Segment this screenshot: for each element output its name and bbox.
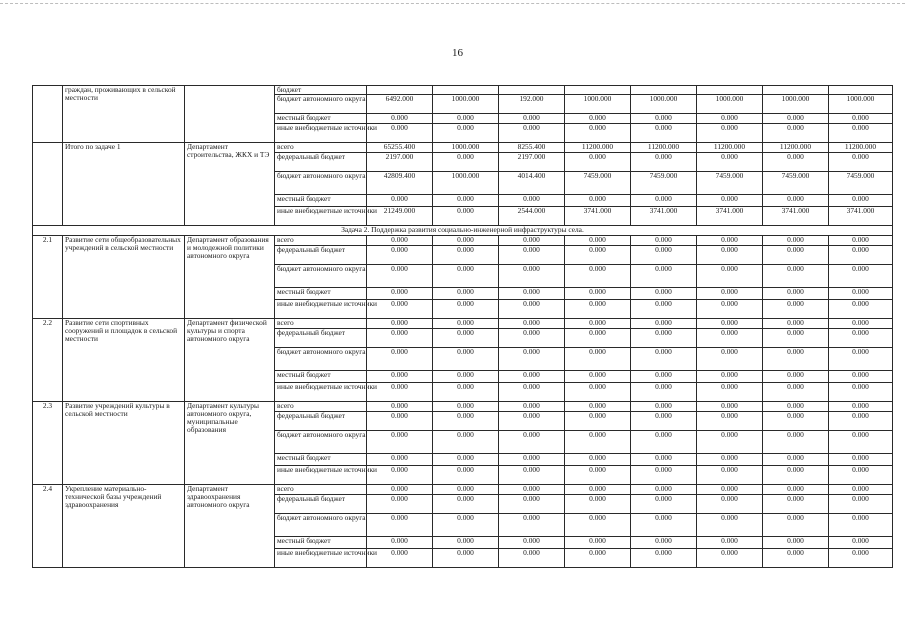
value-cell: 0.000 <box>631 430 697 453</box>
value-cell: 0.000 <box>499 287 565 299</box>
measure-name: Итого по задаче 1 <box>63 142 185 225</box>
value-cell: 0.000 <box>631 382 697 401</box>
value-cell: 7459.000 <box>697 171 763 194</box>
value-cell: 0.000 <box>631 453 697 465</box>
value-cell: 0.000 <box>763 401 829 411</box>
value-cell: 0.000 <box>499 430 565 453</box>
value-cell: 0.000 <box>631 548 697 567</box>
value-cell: 0.000 <box>565 513 631 536</box>
value-cell: 0.000 <box>367 401 433 411</box>
value-cell: 0.000 <box>631 328 697 347</box>
value-cell: 0.000 <box>499 113 565 123</box>
value-cell: 0.000 <box>499 494 565 513</box>
value-cell: 0.000 <box>433 123 499 142</box>
value-cell: 0.000 <box>631 152 697 171</box>
value-cell: 0.000 <box>565 382 631 401</box>
value-cell: 0.000 <box>367 347 433 370</box>
value-cell: 0.000 <box>763 548 829 567</box>
value-cell: 7459.000 <box>565 171 631 194</box>
value-cell: 11200.000 <box>631 142 697 152</box>
value-cell: 0.000 <box>763 299 829 318</box>
value-cell: 0.000 <box>829 287 893 299</box>
funding-source: всего <box>275 142 367 152</box>
value-cell: 0.000 <box>763 287 829 299</box>
value-cell: 0.000 <box>433 264 499 287</box>
value-cell: 0.000 <box>367 465 433 484</box>
value-cell: 0.000 <box>631 465 697 484</box>
value-cell: 0.000 <box>829 548 893 567</box>
value-cell: 65255.400 <box>367 142 433 152</box>
row-number <box>33 86 63 143</box>
value-cell: 0.000 <box>565 245 631 264</box>
value-cell: 0.000 <box>697 328 763 347</box>
value-cell: 0.000 <box>565 370 631 382</box>
value-cell: 0.000 <box>829 123 893 142</box>
funding-source: федеральный бюджет <box>275 152 367 171</box>
value-cell: 0.000 <box>367 382 433 401</box>
row-number: 2.3 <box>33 401 63 484</box>
funding-source: всего <box>275 235 367 245</box>
table-row <box>33 484 893 494</box>
value-cell: 192.000 <box>499 94 565 113</box>
value-cell: 0.000 <box>499 299 565 318</box>
value-cell: 0.000 <box>565 287 631 299</box>
funding-source: всего <box>275 318 367 328</box>
value-cell: 0.000 <box>565 123 631 142</box>
value-cell: 0.000 <box>565 536 631 548</box>
funding-source: местный бюджет <box>275 370 367 382</box>
value-cell: 0.000 <box>433 370 499 382</box>
value-cell: 0.000 <box>763 370 829 382</box>
value-cell: 0.000 <box>829 245 893 264</box>
value-cell: 0.000 <box>829 401 893 411</box>
value-cell: 0.000 <box>631 494 697 513</box>
budget-table <box>32 85 893 568</box>
value-cell: 0.000 <box>433 287 499 299</box>
value-cell: 0.000 <box>631 287 697 299</box>
value-cell: 0.000 <box>499 382 565 401</box>
value-cell: 0.000 <box>829 411 893 430</box>
value-cell: 0.000 <box>499 370 565 382</box>
value-cell: 0.000 <box>829 235 893 245</box>
table-row <box>33 401 893 411</box>
funding-source: иные внебюджетные источники <box>275 206 367 225</box>
value-cell: 0.000 <box>697 318 763 328</box>
value-cell: 0.000 <box>565 401 631 411</box>
value-cell: 0.000 <box>367 536 433 548</box>
value-cell: 0.000 <box>829 453 893 465</box>
value-cell: 0.000 <box>565 318 631 328</box>
funding-source: иные внебюджетные источники <box>275 548 367 567</box>
value-cell: 0.000 <box>499 264 565 287</box>
value-cell: 0.000 <box>697 347 763 370</box>
funding-source: местный бюджет <box>275 287 367 299</box>
value-cell: 0.000 <box>433 548 499 567</box>
value-cell: 0.000 <box>829 299 893 318</box>
value-cell: 0.000 <box>433 411 499 430</box>
executor-name: Департамент строительства, ЖКХ и ТЭ <box>185 142 275 225</box>
value-cell: 0.000 <box>499 453 565 465</box>
value-cell: 0.000 <box>367 370 433 382</box>
funding-source: иные внебюджетные источники <box>275 382 367 401</box>
value-cell: 0.000 <box>697 152 763 171</box>
funding-source: федеральный бюджет <box>275 411 367 430</box>
funding-source: иные внебюджетные источники <box>275 123 367 142</box>
value-cell: 0.000 <box>763 494 829 513</box>
value-cell: 3741.000 <box>829 206 893 225</box>
value-cell: 0.000 <box>763 411 829 430</box>
value-cell: 0.000 <box>499 245 565 264</box>
executor-name: Департамент физической культуры и спорта автономного округа <box>185 318 275 401</box>
value-cell: 0.000 <box>499 401 565 411</box>
executor-name: Департамент здравоохранения автономного округа <box>185 484 275 567</box>
value-cell: 0.000 <box>499 411 565 430</box>
value-cell: 0.000 <box>631 411 697 430</box>
value-cell: 0.000 <box>631 536 697 548</box>
funding-source: иные внебюджетные источники <box>275 465 367 484</box>
value-cell: 3741.000 <box>631 206 697 225</box>
value-cell: 0.000 <box>367 513 433 536</box>
value-cell: 0.000 <box>499 123 565 142</box>
measure-name: граждан, проживающих в сельской местности <box>63 86 185 143</box>
value-cell: 3741.000 <box>697 206 763 225</box>
value-cell: 0.000 <box>829 328 893 347</box>
value-cell: 0.000 <box>499 318 565 328</box>
value-cell: 0.000 <box>631 347 697 370</box>
value-cell: 0.000 <box>499 347 565 370</box>
value-cell: 0.000 <box>829 194 893 206</box>
value-cell: 0.000 <box>433 318 499 328</box>
value-cell: 0.000 <box>631 299 697 318</box>
value-cell: 0.000 <box>433 382 499 401</box>
value-cell: 0.000 <box>433 513 499 536</box>
value-cell: 7459.000 <box>631 171 697 194</box>
value-cell: 7459.000 <box>829 171 893 194</box>
measure-name: Укрепление материально-технической базы учреждений здравоохранения <box>63 484 185 567</box>
funding-source: бюджет автономного округа <box>275 513 367 536</box>
measure-name: Развитие учреждений культуры в сельской местности <box>63 401 185 484</box>
funding-source: федеральный бюджет <box>275 494 367 513</box>
value-cell: 0.000 <box>367 245 433 264</box>
value-cell: 0.000 <box>631 194 697 206</box>
value-cell: 0.000 <box>829 465 893 484</box>
value-cell: 0.000 <box>829 318 893 328</box>
value-cell: 1000.000 <box>433 171 499 194</box>
value-cell: 0.000 <box>631 245 697 264</box>
value-cell: 0.000 <box>367 411 433 430</box>
funding-source: местный бюджет <box>275 113 367 123</box>
task-title-row <box>33 225 893 235</box>
value-cell: 11200.000 <box>565 142 631 152</box>
value-cell: 0.000 <box>763 113 829 123</box>
value-cell: 0.000 <box>565 484 631 494</box>
value-cell: 0.000 <box>499 536 565 548</box>
value-cell: 11200.000 <box>697 142 763 152</box>
value-cell: 0.000 <box>565 235 631 245</box>
value-cell: 0.000 <box>565 264 631 287</box>
value-cell: 2544.000 <box>499 206 565 225</box>
value-cell: 0.000 <box>433 206 499 225</box>
value-cell: 0.000 <box>697 235 763 245</box>
value-cell: 21249.000 <box>367 206 433 225</box>
value-cell: 0.000 <box>829 382 893 401</box>
funding-source: бюджет автономного округа <box>275 347 367 370</box>
value-cell: 1000.000 <box>829 94 893 113</box>
value-cell: 0.000 <box>697 494 763 513</box>
value-cell: 0.000 <box>367 328 433 347</box>
table-row <box>33 142 893 152</box>
value-cell: 0.000 <box>565 152 631 171</box>
value-cell: 0.000 <box>697 287 763 299</box>
value-cell: 2197.000 <box>499 152 565 171</box>
value-cell: 1000.000 <box>631 94 697 113</box>
value-cell: 0.000 <box>565 113 631 123</box>
value-cell: 0.000 <box>631 513 697 536</box>
value-cell: 0.000 <box>697 453 763 465</box>
value-cell: 0.000 <box>763 347 829 370</box>
funding-source: всего <box>275 484 367 494</box>
value-cell: 0.000 <box>367 318 433 328</box>
value-cell: 0.000 <box>631 264 697 287</box>
value-cell: 0.000 <box>367 123 433 142</box>
top-scan-rule <box>0 3 905 4</box>
value-cell: 0.000 <box>499 548 565 567</box>
value-cell: 0.000 <box>763 264 829 287</box>
value-cell: 0.000 <box>565 411 631 430</box>
value-cell: 0.000 <box>367 235 433 245</box>
value-cell: 0.000 <box>499 235 565 245</box>
value-cell: 0.000 <box>829 113 893 123</box>
value-cell: 0.000 <box>697 430 763 453</box>
funding-source: бюджет <box>275 86 367 95</box>
value-cell: 8255.400 <box>499 142 565 152</box>
funding-source: иные внебюджетные источники <box>275 299 367 318</box>
value-cell: 0.000 <box>763 194 829 206</box>
value-cell: 0.000 <box>433 494 499 513</box>
value-cell: 0.000 <box>697 370 763 382</box>
table-row <box>33 235 893 245</box>
value-cell: 11200.000 <box>829 142 893 152</box>
value-cell: 0.000 <box>433 152 499 171</box>
funding-source: бюджет автономного округа <box>275 430 367 453</box>
value-cell: 0.000 <box>565 465 631 484</box>
value-cell: 0.000 <box>367 484 433 494</box>
value-cell: 0.000 <box>763 465 829 484</box>
value-cell: 0.000 <box>697 411 763 430</box>
value-cell: 0.000 <box>697 194 763 206</box>
value-cell: 0.000 <box>829 264 893 287</box>
value-cell: 0.000 <box>697 245 763 264</box>
row-number: 2.2 <box>33 318 63 401</box>
value-cell: 0.000 <box>565 347 631 370</box>
value-cell: 1000.000 <box>433 142 499 152</box>
row-number: 2.1 <box>33 235 63 318</box>
value-cell: 0.000 <box>763 513 829 536</box>
value-cell: 0.000 <box>499 194 565 206</box>
value-cell: 0.000 <box>433 401 499 411</box>
value-cell: 1000.000 <box>565 94 631 113</box>
value-cell: 0.000 <box>433 245 499 264</box>
value-cell: 0.000 <box>433 484 499 494</box>
task-title: Задача 2. Поддержка развития социально-инженерной инфраструктуры села. <box>33 225 893 235</box>
value-cell: 0.000 <box>499 484 565 494</box>
value-cell: 7459.000 <box>763 171 829 194</box>
value-cell: 0.000 <box>763 235 829 245</box>
value-cell: 0.000 <box>433 194 499 206</box>
value-cell: 1000.000 <box>697 94 763 113</box>
value-cell: 0.000 <box>631 318 697 328</box>
value-cell: 0.000 <box>697 548 763 567</box>
value-cell: 6492.000 <box>367 94 433 113</box>
value-cell: 0.000 <box>763 328 829 347</box>
measure-name: Развитие сети общеобразовательных учреждений в сельской местности <box>63 235 185 318</box>
budget-table-body <box>33 86 893 568</box>
value-cell: 0.000 <box>697 513 763 536</box>
value-cell: 3741.000 <box>565 206 631 225</box>
executor-name <box>185 86 275 143</box>
value-cell: 0.000 <box>697 536 763 548</box>
value-cell: 0.000 <box>697 299 763 318</box>
value-cell: 0.000 <box>367 453 433 465</box>
value-cell: 0.000 <box>433 113 499 123</box>
value-cell: 0.000 <box>565 194 631 206</box>
value-cell: 0.000 <box>697 465 763 484</box>
value-cell: 0.000 <box>829 152 893 171</box>
value-cell: 0.000 <box>829 370 893 382</box>
value-cell: 0.000 <box>763 453 829 465</box>
value-cell: 0.000 <box>697 382 763 401</box>
funding-source: бюджет автономного округа <box>275 264 367 287</box>
value-cell: 0.000 <box>565 328 631 347</box>
table-row <box>33 318 893 328</box>
funding-source: федеральный бюджет <box>275 328 367 347</box>
value-cell: 0.000 <box>763 152 829 171</box>
value-cell: 0.000 <box>433 328 499 347</box>
value-cell: 0.000 <box>367 548 433 567</box>
value-cell: 0.000 <box>433 430 499 453</box>
value-cell: 0.000 <box>367 194 433 206</box>
value-cell: 0.000 <box>697 113 763 123</box>
value-cell: 0.000 <box>367 494 433 513</box>
funding-source: всего <box>275 401 367 411</box>
value-cell: 0.000 <box>367 264 433 287</box>
value-cell: 0.000 <box>565 299 631 318</box>
value-cell: 0.000 <box>763 536 829 548</box>
value-cell: 0.000 <box>433 235 499 245</box>
value-cell: 0.000 <box>763 318 829 328</box>
value-cell: 0.000 <box>763 484 829 494</box>
funding-source: местный бюджет <box>275 536 367 548</box>
value-cell: 0.000 <box>367 299 433 318</box>
value-cell: 0.000 <box>433 347 499 370</box>
value-cell: 0.000 <box>565 548 631 567</box>
funding-source: местный бюджет <box>275 194 367 206</box>
value-cell: 0.000 <box>367 113 433 123</box>
value-cell: 0.000 <box>829 347 893 370</box>
value-cell: 0.000 <box>631 484 697 494</box>
value-cell: 0.000 <box>367 430 433 453</box>
value-cell: 0.000 <box>763 430 829 453</box>
value-cell: 0.000 <box>433 465 499 484</box>
value-cell: 0.000 <box>433 299 499 318</box>
row-number <box>33 142 63 225</box>
executor-name: Департамент культуры автономного округа, муниципальные образования <box>185 401 275 484</box>
value-cell: 0.000 <box>697 484 763 494</box>
value-cell: 0.000 <box>763 382 829 401</box>
funding-source: бюджет автономного округа <box>275 94 367 113</box>
value-cell: 0.000 <box>829 513 893 536</box>
value-cell: 0.000 <box>829 430 893 453</box>
funding-source: федеральный бюджет <box>275 245 367 264</box>
value-cell: 0.000 <box>631 235 697 245</box>
value-cell: 0.000 <box>631 113 697 123</box>
value-cell: 0.000 <box>763 245 829 264</box>
value-cell: 0.000 <box>499 328 565 347</box>
value-cell: 0.000 <box>763 123 829 142</box>
value-cell: 0.000 <box>829 494 893 513</box>
value-cell: 0.000 <box>829 484 893 494</box>
value-cell: 0.000 <box>367 287 433 299</box>
value-cell: 3741.000 <box>763 206 829 225</box>
value-cell: 0.000 <box>565 494 631 513</box>
value-cell: 4014.400 <box>499 171 565 194</box>
value-cell: 1000.000 <box>763 94 829 113</box>
row-number: 2.4 <box>33 484 63 567</box>
value-cell: 42809.400 <box>367 171 433 194</box>
funding-source: бюджет автономного округа <box>275 171 367 194</box>
value-cell: 0.000 <box>697 401 763 411</box>
value-cell: 0.000 <box>433 453 499 465</box>
executor-name: Департамент образования и молодежной политики автономного округа <box>185 235 275 318</box>
value-cell: 2197.000 <box>367 152 433 171</box>
value-cell: 0.000 <box>697 264 763 287</box>
value-cell: 0.000 <box>433 536 499 548</box>
value-cell: 0.000 <box>631 123 697 142</box>
value-cell: 0.000 <box>499 513 565 536</box>
value-cell: 0.000 <box>631 370 697 382</box>
value-cell: 0.000 <box>565 430 631 453</box>
funding-source: местный бюджет <box>275 453 367 465</box>
value-cell: 0.000 <box>499 465 565 484</box>
value-cell: 0.000 <box>565 453 631 465</box>
value-cell: 1000.000 <box>433 94 499 113</box>
page-number: 16 <box>452 47 463 59</box>
measure-name: Развитие сети спортивных сооружений и площадок в сельской местности <box>63 318 185 401</box>
value-cell: 11200.000 <box>763 142 829 152</box>
value-cell: 0.000 <box>631 401 697 411</box>
value-cell: 0.000 <box>697 123 763 142</box>
value-cell: 0.000 <box>829 536 893 548</box>
